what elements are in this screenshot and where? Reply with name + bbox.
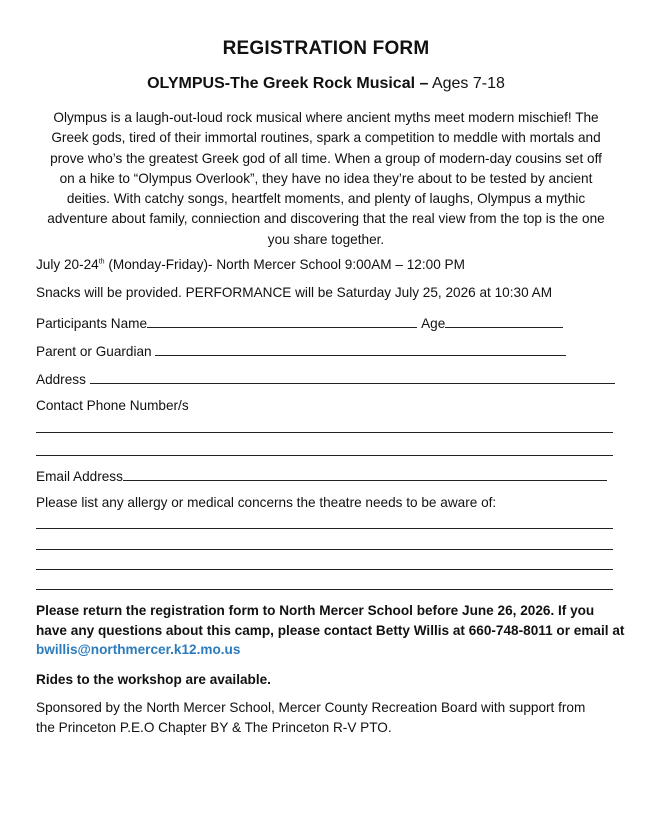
allergy-field-line-4[interactable] xyxy=(36,589,613,590)
subtitle-ages: Ages 7-18 xyxy=(428,75,505,92)
allergy-field-line-1[interactable] xyxy=(36,528,613,529)
page-subtitle xyxy=(0,75,652,93)
subtitle-show-name: OLYMPUS-The Greek Rock Musical – xyxy=(147,75,429,92)
contact-phone-label: Contact Phone Number/s xyxy=(36,398,189,413)
return-line: Please return the registration form to North Mercer School before June 26, 2026. If you xyxy=(36,603,595,618)
email-address-label: Email Address xyxy=(36,469,123,484)
rides-note: Rides to the workshop are available. xyxy=(36,672,271,687)
age-field[interactable] xyxy=(445,314,563,328)
phone-field-line-2[interactable] xyxy=(36,455,613,456)
show-description xyxy=(34,108,618,250)
date-ordinal-suffix: th xyxy=(98,258,105,266)
address-field[interactable] xyxy=(90,370,615,384)
sponsor-line: the Princeton P.E.O Chapter BY & The Princeton R-V PTO. xyxy=(36,720,392,735)
contact-email-link[interactable]: bwillis@northmercer.k12.mo.us xyxy=(36,642,241,657)
snacks-performance-note: Snacks will be provided. PERFORMANCE will be Saturday July 25, 2026 at 10:30 AM xyxy=(36,285,553,300)
description-line: Greek gods, tired of their immortal routines, spark a competition to meddle with mortals and xyxy=(51,130,601,146)
schedule-dates xyxy=(36,257,465,272)
sponsor-note xyxy=(36,698,626,738)
email-row xyxy=(36,467,607,484)
return-line: have any questions about this camp, please contact Betty Willis at 660-748-8011 or email at xyxy=(36,622,625,638)
description-line: deities. With catchy songs, heartfelt moments, and plenty of laughs, Olympus a mythic xyxy=(66,191,586,207)
schedule-details: (Monday-Friday)- North Mercer School 9:00AM – 12:00 PM xyxy=(104,257,465,272)
allergy-field-line-2[interactable] xyxy=(36,549,613,550)
sponsor-line: Sponsored by the North Mercer School, Mercer County Recreation Board with support from xyxy=(36,700,586,715)
parent-row xyxy=(36,342,566,359)
description-line: Olympus is a laugh-out-loud rock musical where ancient myths meet modern mischief! The xyxy=(53,110,599,125)
allergy-field-line-3[interactable] xyxy=(36,569,613,570)
phone-field-line-1[interactable] xyxy=(36,432,613,433)
parent-guardian-field[interactable] xyxy=(155,342,566,356)
allergy-label: Please list any allergy or medical concerns the theatre needs to be aware of: xyxy=(36,495,497,510)
age-label: Age xyxy=(421,316,446,331)
description-line: you share together. xyxy=(267,231,385,247)
address-label: Address xyxy=(36,372,90,387)
parent-guardian-label: Parent or Guardian xyxy=(36,344,156,359)
description-line: adventure about family, conniection and discovering that the real view from the top is the one xyxy=(47,211,605,227)
address-row xyxy=(36,370,615,387)
participant-name-label: Participants Name xyxy=(36,316,148,331)
return-instructions xyxy=(36,601,626,660)
email-address-field[interactable] xyxy=(123,467,607,481)
page-title: REGISTRATION FORM xyxy=(222,38,430,59)
description-line: on a hike to “Olympus Overlook”, they have no idea they’re about to be tested by ancient xyxy=(59,170,593,186)
participant-row xyxy=(36,314,563,331)
participant-name-field[interactable] xyxy=(147,314,417,328)
schedule-date-range: July 20-24 xyxy=(36,257,99,272)
description-line: prove who’s the greatest Greek god of all time. When a group of modern-day cousins set off xyxy=(50,150,602,166)
